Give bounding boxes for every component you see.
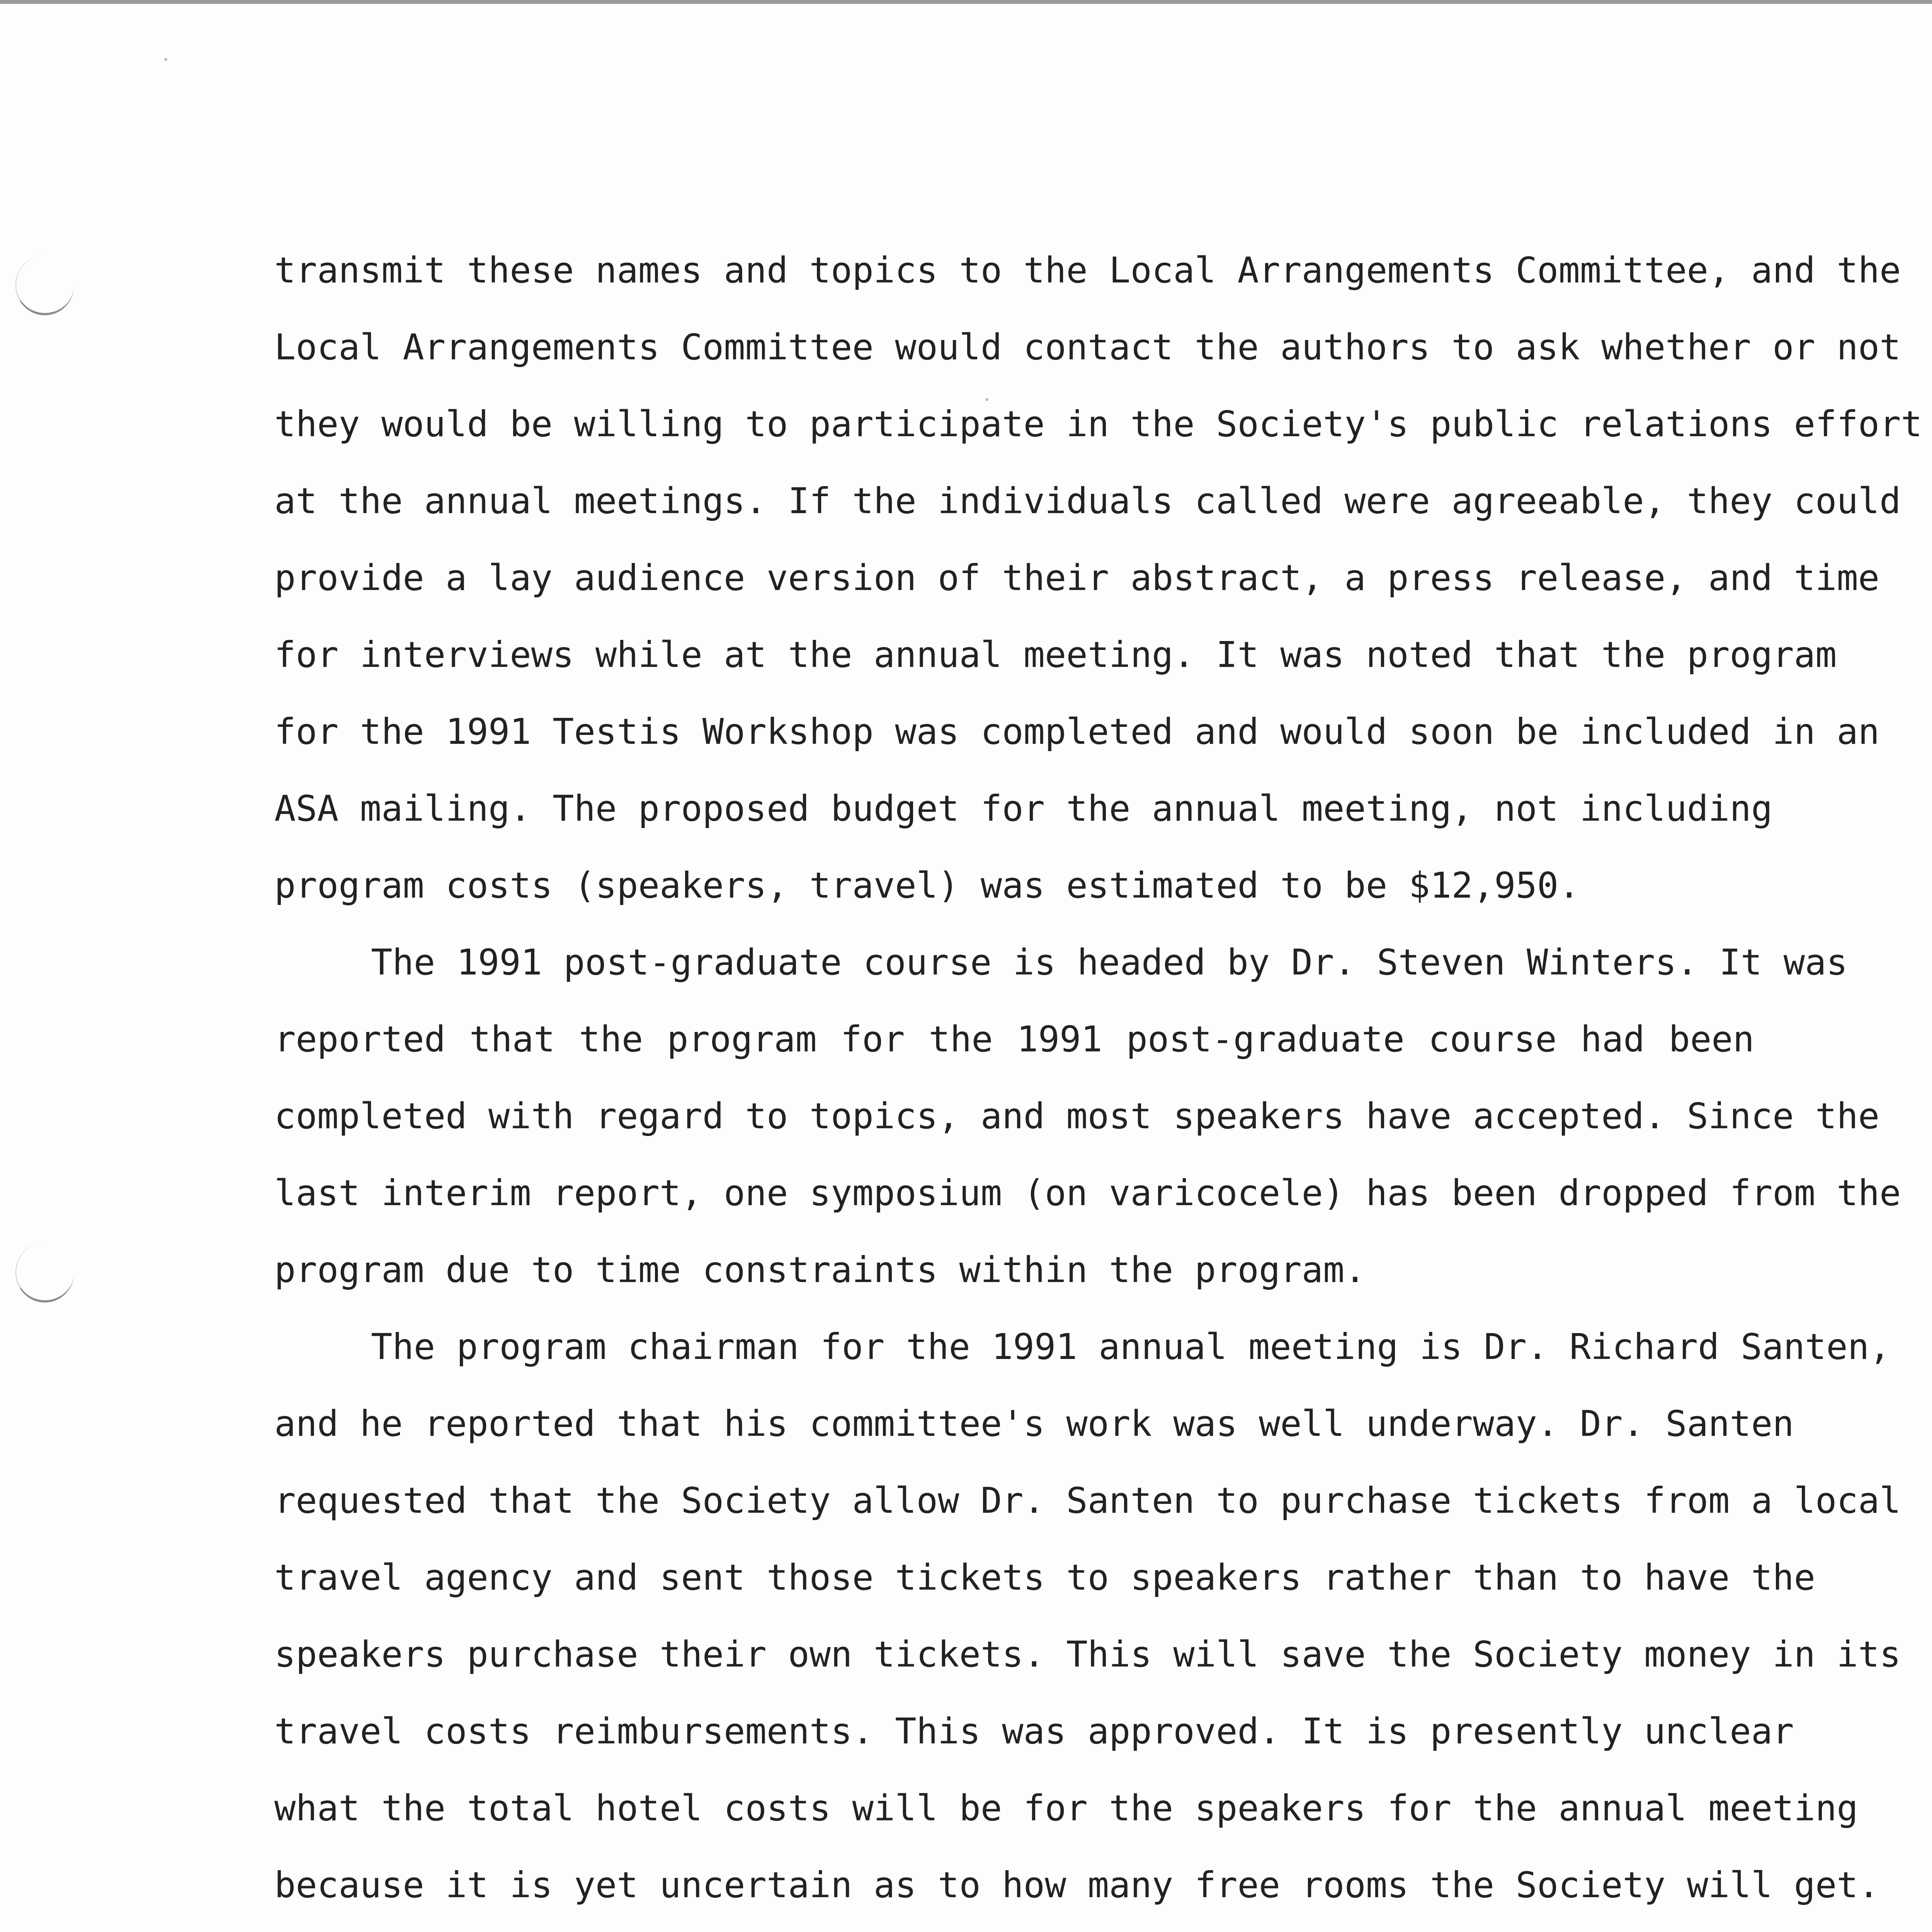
paragraph-1 [274,232,1922,924]
text-line: transmit these names and topics to the Local Arrangements Committee, and the [274,250,1901,291]
punch-hole-middle [15,1242,74,1303]
text-line: reported that the program for the 1991 post-graduate course had been [274,1019,1754,1060]
text-line: travel agency and sent those tickets to speakers rather than to have the [274,1557,1815,1598]
text-line: for interviews while at the annual meeting. It was noted that the program [274,634,1837,675]
text-line: travel costs reimbursements. This was approved. It is presently unclear [274,1711,1794,1752]
text-line: The 1991 post-graduate course is headed by Dr. Steven Winters. It was [371,942,1848,983]
text-line: requested that the Society allow Dr. Santen to purchase tickets from a local [274,1480,1901,1521]
text-line: for the 1991 Testis Workshop was completed and would soon be included in an [274,711,1880,752]
text-line: and he reported that his committee's work was well underway. Dr. Santen [274,1403,1794,1444]
paragraph-3 [274,1308,1901,1923]
text-line [274,1923,1754,1932]
paragraph-2 [274,924,1901,1308]
punch-hole-top [15,255,74,315]
text-line: program costs (speakers, travel) was estimated to be $12,950. [274,865,1580,906]
paragraph-4 [274,1923,1754,1932]
paper-speck [164,58,167,61]
body-text [274,232,1922,1932]
text-line: completed with regard to topics, and most speakers have accepted. Since the [274,1095,1880,1137]
text-line: speakers purchase their own tickets. This will save the Society money in its [274,1634,1901,1675]
text-line: they would be willing to participate in the Society's public relations effort [274,403,1922,445]
text-line: ASA mailing. The proposed budget for the annual meeting, not including [274,788,1773,829]
text-line: what the total hotel costs will be for the speakers for the annual meeting [274,1787,1858,1829]
text-line: because it is yet uncertain as to how many free rooms the Society will get. [274,1864,1880,1906]
text-line: program due to time constraints within the program. [274,1249,1366,1291]
text-line: at the annual meetings. If the individuals called were agreeable, they could [274,480,1901,522]
text-line: The program chairman for the 1991 annual meeting is Dr. Richard Santen, [371,1326,1891,1367]
text-line: Local Arrangements Committee would contact the authors to ask whether or not [274,327,1901,368]
text-line: last interim report, one symposium (on varicocele) has been dropped from the [274,1172,1901,1214]
text-line: provide a lay audience version of their abstract, a press release, and time [274,557,1880,599]
page-top-edge [0,0,1932,4]
